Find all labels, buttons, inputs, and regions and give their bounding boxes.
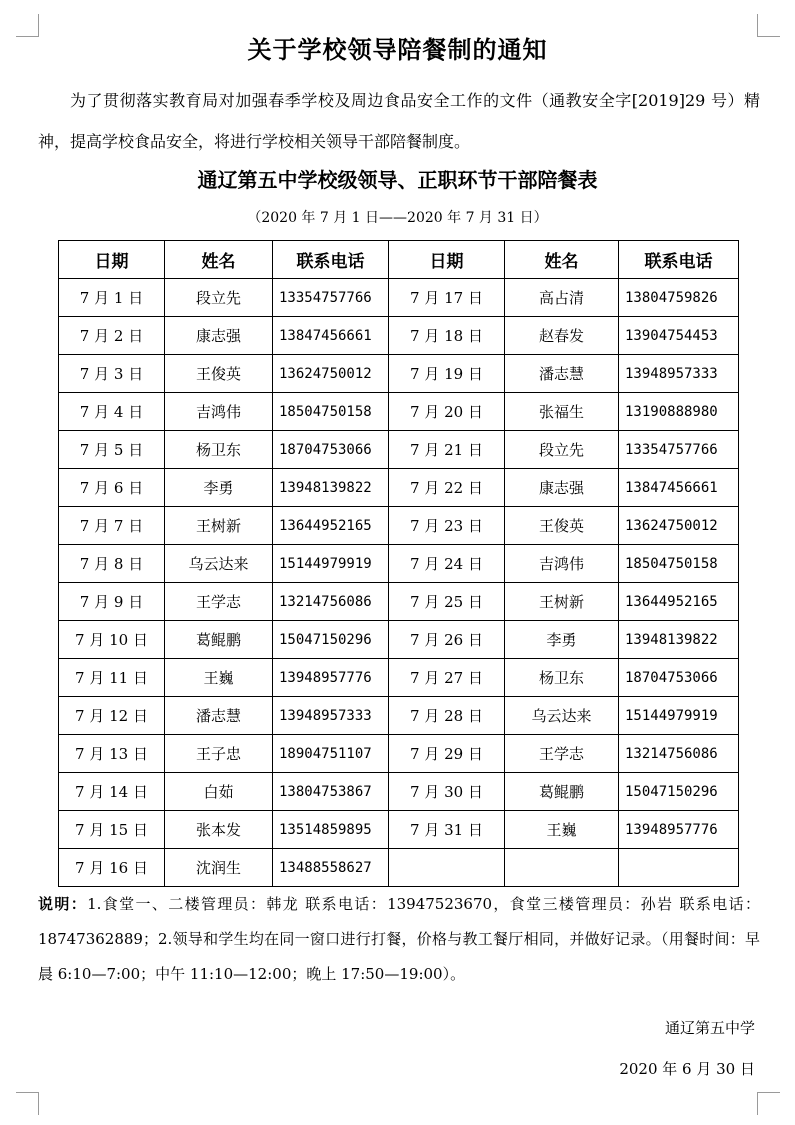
cell-date: 7 月 23 日 [389, 507, 505, 545]
cell-date: 7 月 21 日 [389, 431, 505, 469]
table-row [59, 849, 739, 887]
cell-date: 7 月 15 日 [59, 811, 165, 849]
signature-school: 通辽第五中学 [664, 1019, 755, 1037]
cell-name: 王子忠 [165, 735, 273, 773]
cell-date: 7 月 2 日 [59, 317, 165, 355]
table-row [59, 545, 739, 583]
cell-name: 吉鸿伟 [165, 393, 273, 431]
header-name: 姓名 [165, 241, 273, 279]
cell-date: 7 月 6 日 [59, 469, 165, 507]
table-row [59, 279, 739, 317]
table-row [59, 431, 739, 469]
document-title: 关于学校领导陪餐制的通知 [247, 35, 548, 64]
cell-phone: 13847456661 [619, 469, 739, 507]
cell-date: 7 月 22 日 [389, 469, 505, 507]
cell-name: 高占清 [505, 279, 619, 317]
cell-date: 7 月 5 日 [59, 431, 165, 469]
cell-name: 王俊英 [505, 507, 619, 545]
cell-name: 王学志 [165, 583, 273, 621]
cell-name: 葛鲲鹏 [505, 773, 619, 811]
cell-name: 王树新 [165, 507, 273, 545]
table-row [59, 355, 739, 393]
cell-phone: 13804759826 [619, 279, 739, 317]
cell-name: 李勇 [165, 469, 273, 507]
date-range: （2020 年 7 月 1 日——2020 年 7 月 31 日） [247, 210, 548, 226]
cell-phone: 13948957333 [619, 355, 739, 393]
cell-name: 张本发 [165, 811, 273, 849]
cell-name: 李勇 [505, 621, 619, 659]
table-row [59, 583, 739, 621]
cell-phone: 13644952165 [619, 583, 739, 621]
cell-phone: 13514859895 [273, 811, 389, 849]
header-name: 姓名 [505, 241, 619, 279]
cell-name: 杨卫东 [505, 659, 619, 697]
cell-phone: 13948139822 [273, 469, 389, 507]
cell-phone: 18904751107 [273, 735, 389, 773]
cell-name: 张福生 [505, 393, 619, 431]
table-row [59, 811, 739, 849]
cell-name [505, 849, 619, 887]
header-date: 日期 [59, 241, 165, 279]
cell-name: 潘志慧 [505, 355, 619, 393]
cell-date: 7 月 9 日 [59, 583, 165, 621]
cell-phone: 18504750158 [273, 393, 389, 431]
cell-date: 7 月 1 日 [59, 279, 165, 317]
header-phone: 联系电话 [619, 241, 739, 279]
cell-name: 沈润生 [165, 849, 273, 887]
cell-name: 葛鲲鹏 [165, 621, 273, 659]
crop-mark-bottom-left [16, 1092, 39, 1115]
cell-date: 7 月 30 日 [389, 773, 505, 811]
cell-date: 7 月 10 日 [59, 621, 165, 659]
cell-date: 7 月 17 日 [389, 279, 505, 317]
cell-phone: 13624750012 [273, 355, 389, 393]
cell-date: 7 月 26 日 [389, 621, 505, 659]
cell-name: 王学志 [505, 735, 619, 773]
schedule-table [58, 240, 739, 887]
cell-date: 7 月 4 日 [59, 393, 165, 431]
signature-date: 2020 年 6 月 30 日 [619, 1060, 755, 1078]
cell-phone: 13354757766 [273, 279, 389, 317]
cell-date: 7 月 16 日 [59, 849, 165, 887]
table-row [59, 393, 739, 431]
cell-name: 吉鸿伟 [505, 545, 619, 583]
cell-date: 7 月 13 日 [59, 735, 165, 773]
table-title: 通辽第五中学校级领导、正职环节干部陪餐表 [197, 168, 598, 192]
table-row [59, 659, 739, 697]
cell-date: 7 月 19 日 [389, 355, 505, 393]
cell-date: 7 月 8 日 [59, 545, 165, 583]
cell-phone: 13354757766 [619, 431, 739, 469]
cell-phone: 13904754453 [619, 317, 739, 355]
cell-phone: 13488558627 [273, 849, 389, 887]
table-row [59, 507, 739, 545]
cell-phone: 13644952165 [273, 507, 389, 545]
cell-name: 王俊英 [165, 355, 273, 393]
cell-phone: 15144979919 [273, 545, 389, 583]
table-row [59, 317, 739, 355]
cell-phone: 13948957333 [273, 697, 389, 735]
cell-name: 康志强 [165, 317, 273, 355]
cell-date: 7 月 24 日 [389, 545, 505, 583]
cell-name: 康志强 [505, 469, 619, 507]
cell-phone: 13190888980 [619, 393, 739, 431]
cell-phone: 18704753066 [273, 431, 389, 469]
cell-date: 7 月 31 日 [389, 811, 505, 849]
table-row [59, 773, 739, 811]
notes-text: 1.食堂一、二楼管理员：韩龙 联系电话：13947523670，食堂三楼管理员：孙岩 联系电话：18747362889；2.领导和学生均在同一窗口进行打餐，价格与教工餐厅相同，并做好记录。（用餐时间：早晨 6:10—7:00；中午 11:10—12:00；晚上 17:50—19:00）。 [38, 895, 760, 983]
cell-phone: 18704753066 [619, 659, 739, 697]
header-date: 日期 [389, 241, 505, 279]
cell-name: 潘志慧 [165, 697, 273, 735]
cell-phone: 13948957776 [273, 659, 389, 697]
header-phone: 联系电话 [273, 241, 389, 279]
cell-date: 7 月 20 日 [389, 393, 505, 431]
cell-phone: 13948139822 [619, 621, 739, 659]
cell-name: 王巍 [165, 659, 273, 697]
cell-name: 白茹 [165, 773, 273, 811]
cell-phone [619, 849, 739, 887]
cell-date: 7 月 12 日 [59, 697, 165, 735]
cell-name: 乌云达来 [165, 545, 273, 583]
cell-phone: 13624750012 [619, 507, 739, 545]
cell-phone: 15144979919 [619, 697, 739, 735]
notes-label: 说明： [38, 895, 88, 913]
cell-phone: 15047150296 [619, 773, 739, 811]
cell-name: 杨卫东 [165, 431, 273, 469]
cell-phone: 15047150296 [273, 621, 389, 659]
table-row [59, 621, 739, 659]
cell-name: 段立先 [165, 279, 273, 317]
cell-name: 段立先 [505, 431, 619, 469]
cell-phone: 13214756086 [273, 583, 389, 621]
cell-date: 7 月 7 日 [59, 507, 165, 545]
table-row [59, 735, 739, 773]
table-row [59, 697, 739, 735]
cell-name: 王巍 [505, 811, 619, 849]
cell-name: 赵春发 [505, 317, 619, 355]
cell-date: 7 月 18 日 [389, 317, 505, 355]
cell-phone: 18504750158 [619, 545, 739, 583]
cell-date: 7 月 3 日 [59, 355, 165, 393]
cell-date: 7 月 29 日 [389, 735, 505, 773]
cell-phone: 13214756086 [619, 735, 739, 773]
cell-date [389, 849, 505, 887]
cell-phone: 13804753867 [273, 773, 389, 811]
table-header-row [59, 241, 739, 279]
notes-paragraph [38, 887, 760, 992]
table-row [59, 469, 739, 507]
cell-date: 7 月 11 日 [59, 659, 165, 697]
cell-phone: 13847456661 [273, 317, 389, 355]
cell-date: 7 月 14 日 [59, 773, 165, 811]
cell-name: 王树新 [505, 583, 619, 621]
intro-paragraph: 为了贯彻落实教育局对加强春季学校及周边食品安全工作的文件（通教安全字[2019]29 号）精神，提高学校食品安全，将进行学校相关领导干部陪餐制度。 [38, 91, 760, 151]
crop-mark-bottom-right [757, 1092, 780, 1115]
cell-phone: 13948957776 [619, 811, 739, 849]
cell-date: 7 月 28 日 [389, 697, 505, 735]
cell-date: 7 月 25 日 [389, 583, 505, 621]
cell-date: 7 月 27 日 [389, 659, 505, 697]
cell-name: 乌云达来 [505, 697, 619, 735]
